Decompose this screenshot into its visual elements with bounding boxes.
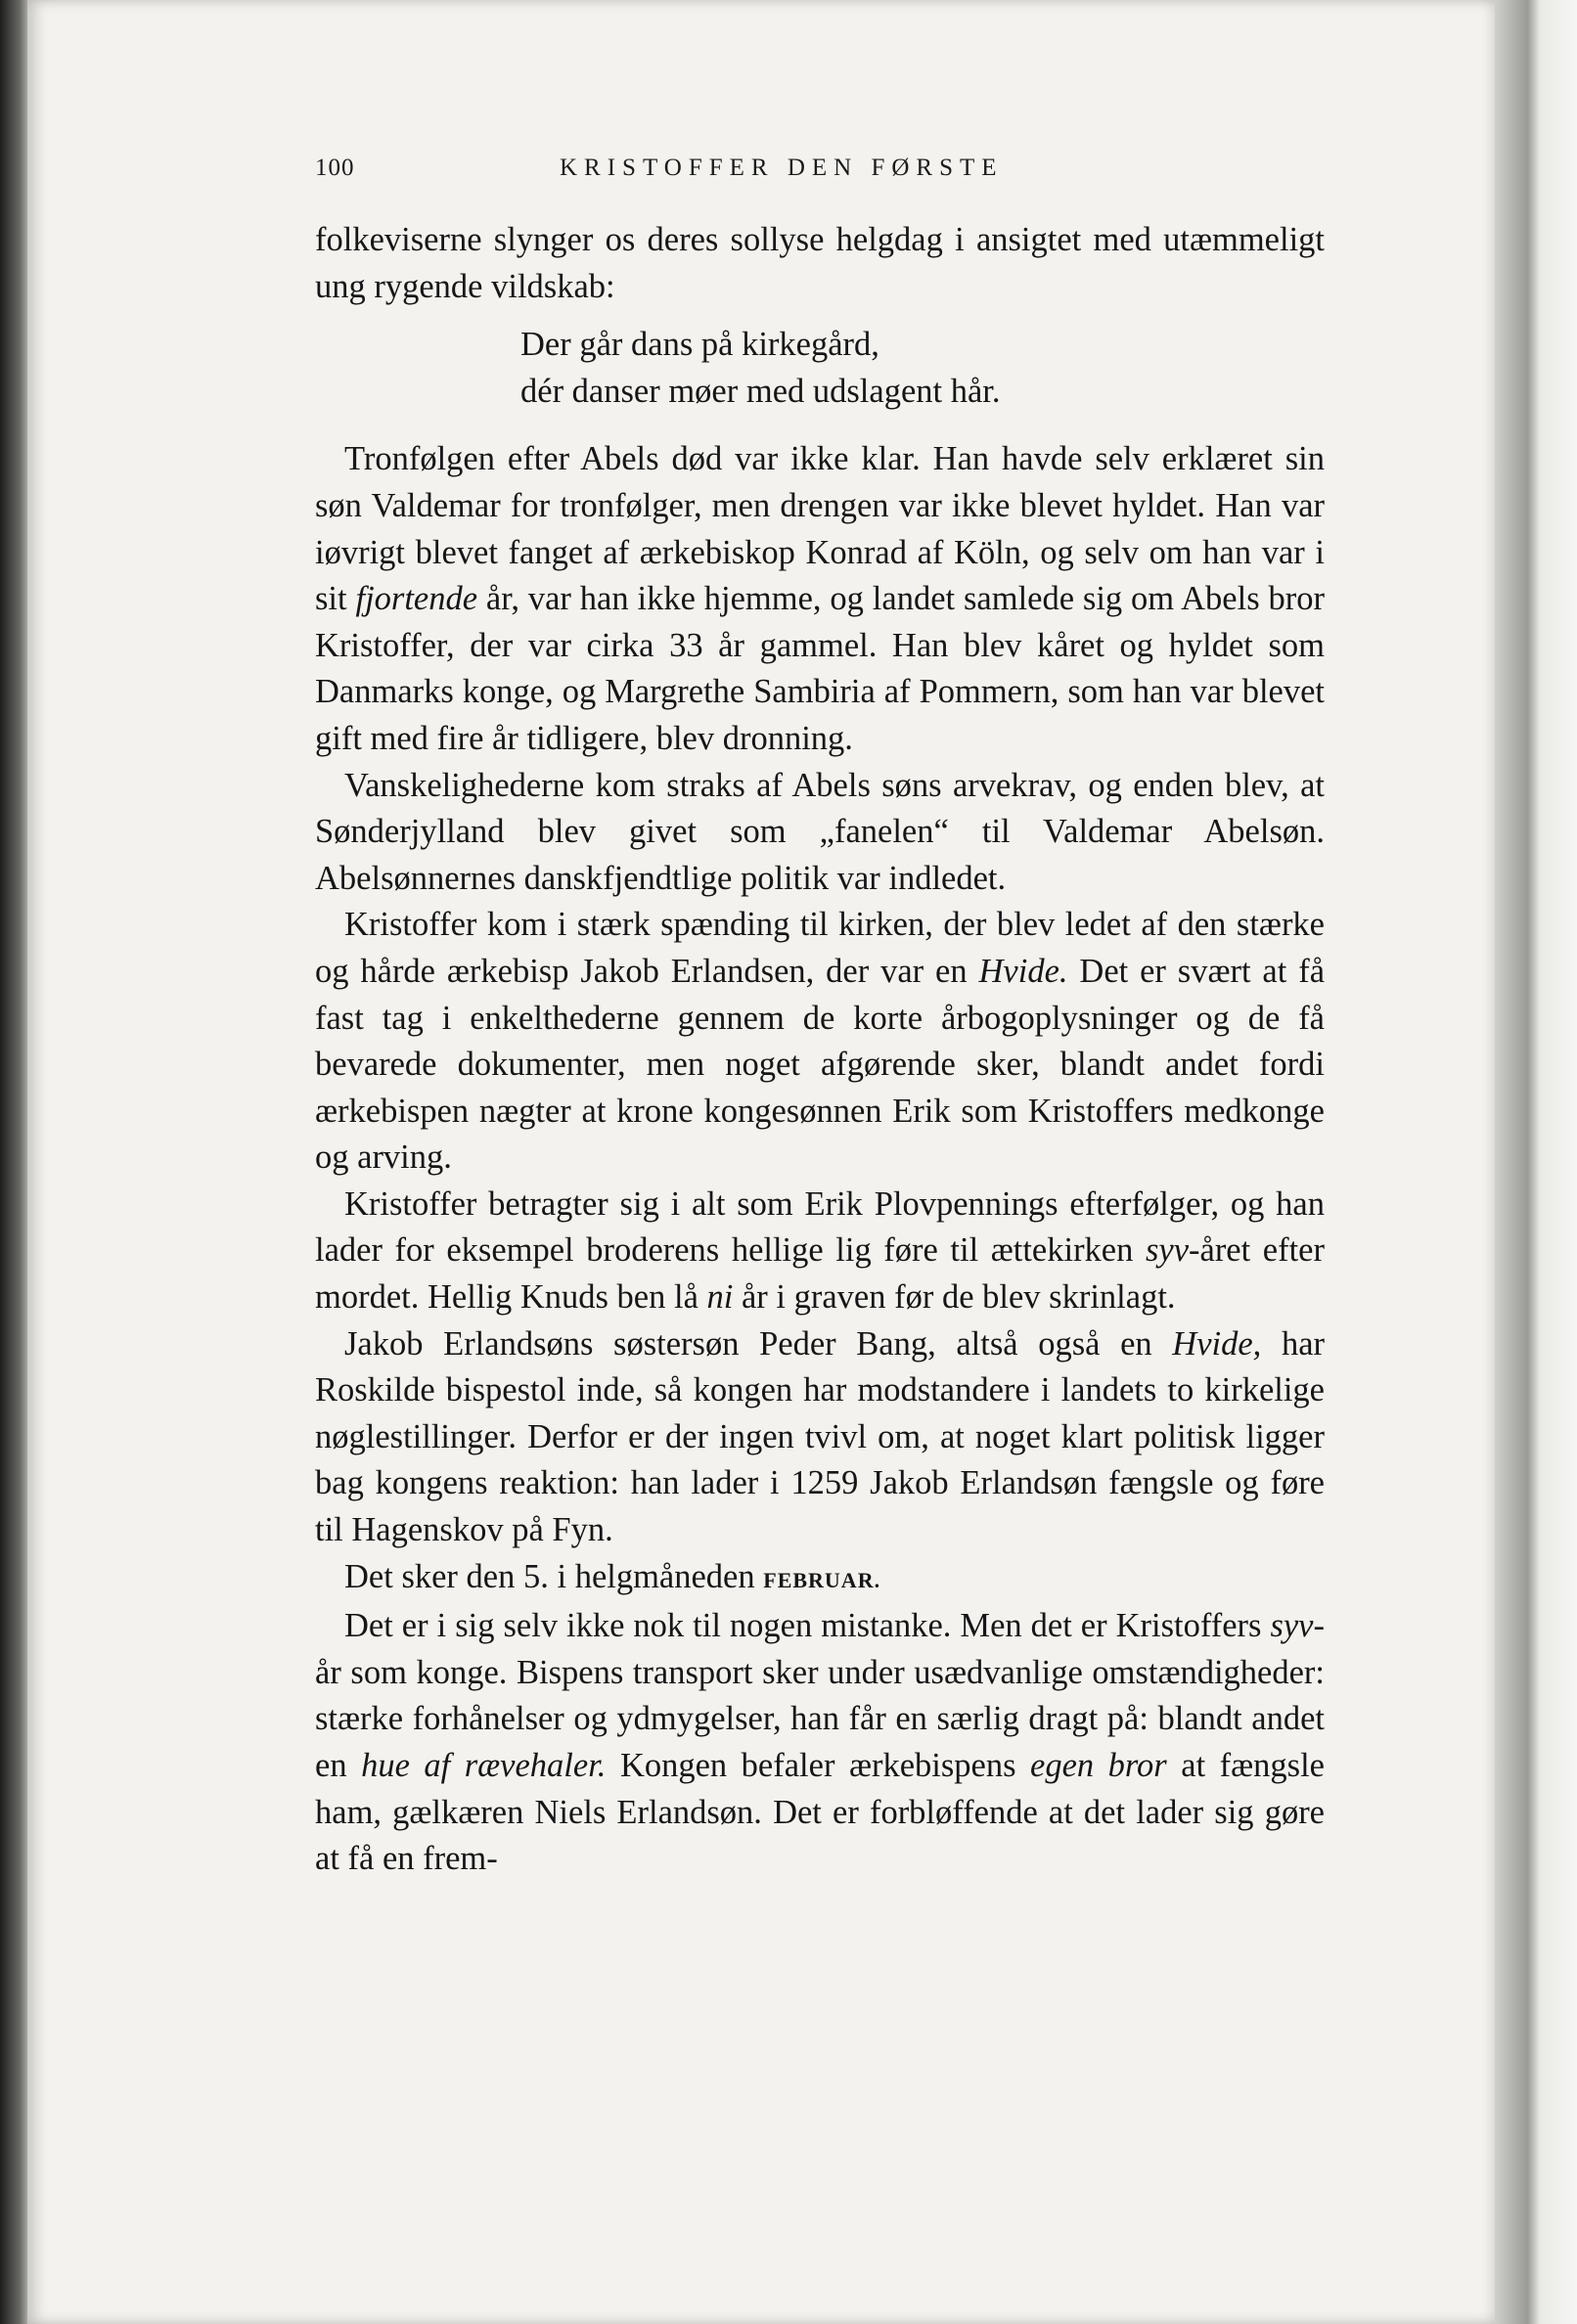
paragraph-2 [315,436,1325,762]
paragraph-4-text-b: Det er svært at få fast tag i enkelthederne gennem de korte årbogoplysninger og de få bevarede dokumenter, men noget afgørende sker, blandt andet fordi ærkebispen nægter at krone kongesønnen Erik som Kristoffers medkonge og arving. [315,952,1326,1177]
paragraph-6-text-b: har Roskilde bispestol inde, så kongen har modstandere i landets to kirkelige nøglestillinger. Derfor er der ingen tvivl om, at noget klart politisk ligger bag kongens reaktion: han lader i 1259 Jakob Erlandsøn fængsle og føre til Hagenskov på Fyn. [315,1324,1325,1549]
paragraph-5-text-b: -året efter mordet. Hellig Knuds ben lå [315,1231,1325,1317]
paragraph-4-text-a: Kristoffer kom i stærk spænding til kirken, der blev ledet af den stærke og hårde ærkebisp Jakob Erlandsen, der var en [315,906,1325,990]
paragraph-2-text-b: år, var han ikke hjemme, og landet samlede sig om Abels bror Kristoffer, der var cirka 33 år gammel. Han blev kåret og hyldet som Danmarks konge, og Margrethe Sambiria af Pommern, som han var blevet gift med fire år tidligere, blev dronning. [315,580,1325,757]
paragraph-5 [315,1182,1325,1321]
emphasis-syv: syv [1145,1231,1190,1270]
small-caps-februar: FEBRUAR. [763,1567,881,1592]
chapter-title: KRISTOFFER DEN FØRSTE [560,155,1004,181]
paragraph-6-text-a: Jakob Erlandsøns søstersøn Peder Bang, altså også en [344,1324,1173,1363]
paragraph-8-text-d: at fængsle ham, gælkæren Niels Erlandsøn. Det er forbløffende at det lader sig gøre at få en frem- [315,1747,1325,1878]
running-head [315,155,1323,194]
paragraph-8-text-a: Det er i sig selv ikke nok til nogen mistanke. Men det er Kristoffers [344,1607,1271,1645]
paragraph-1-text: folkeviserne slynger os deres sollyse helgdag i ansigtet med utæmmeligt ung rygende vildskab: [315,221,1325,305]
emphasis-fjortende: fjortende [355,580,478,618]
emphasis-hvide-2: Hvide, [1172,1324,1262,1363]
paragraph-8-text-b: -år som konge. Bispens transport sker under usædvanlige omstændigheder: stærke forhånelser og ydmygelser, han får en særlig dragt på: blandt andet en [315,1607,1325,1784]
paragraph-8 [315,1603,1325,1883]
page-number: 100 [315,155,355,181]
emphasis-egen-bror: egen bror [1030,1747,1167,1784]
paragraph-8-text-c: Kongen befaler ærkebispens [606,1747,1031,1784]
paragraph-7-text: Det sker den 5. i helgmåneden [344,1557,764,1595]
emphasis-ni: ni [706,1278,734,1317]
body-text [315,217,1325,1883]
verse-line-2: dér danser møer med udslagent hår. [520,372,1001,410]
paragraph-3-text: Vanskelighederne kom straks af Abels søns arvekrav, og enden blev, at Sønderjylland blev givet som „fanelen“ til Valdemar Abelsøn. Abelsønnernes danskfjendtlige politik var indledet. [315,766,1325,897]
emphasis-hue-af-raevehaler: hue af rævehaler. [361,1747,607,1784]
paragraph-5-text-a: Kristoffer betragter sig i alt som Erik Plovpennings efterfølger, og han lader for eksempel broderens hellige lig føre til ættekirken [315,1184,1325,1270]
paragraph-2-text-a: Tronfølgen efter Abels død var ikke klar. Han havde selv erklæret sin søn Valdemar for tronfølger, men drengen var ikke blevet hyldet. Han var iøvrigt blevet fanget af ærkebiskop Konrad af Köln, og selv om han var i sit [315,440,1325,618]
page-edge [1495,0,1577,2324]
paragraph-4 [315,902,1325,1182]
emphasis-hvide: Hvide. [978,952,1068,990]
paragraph-1 [315,217,1325,310]
paragraph-7 [315,1554,1325,1604]
verse-quote [520,322,1325,415]
verse-line-1: Der går dans på kirkegård, [520,326,879,364]
paragraph-6 [315,1321,1325,1554]
emphasis-syv-2: syv [1270,1607,1314,1645]
paragraph-5-text-c: år i graven før de blev skrinlagt. [733,1278,1176,1317]
paragraph-3 [315,763,1325,903]
